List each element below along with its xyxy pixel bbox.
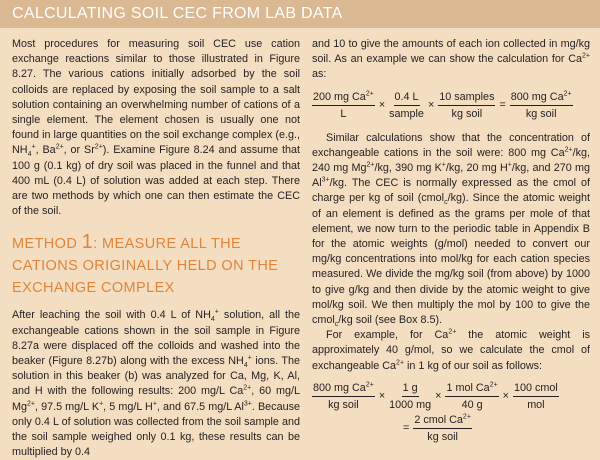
method-heading-number: 1	[81, 231, 94, 254]
concentration-paragraph: Similar calculations show that the concentration of exchangeable cations in the soil were: 800 mg $Ca^{2+}/kg$, 240 mg $Mg^{2+}/kg$, 390 mg K+/kg, 20 mg H+/kg, and 270 mg $Al^{3+}/kg$. The CEC is normally expressed as the cmol of charge per kg of soil (cmol$_c$/kg). Since the atomic weight of an element is defined as the grams per mole of that element, we now turn to the periodic table in Appendix B for the atomic weights (g/mol) needed to convert our mg/kg concentrations into mol/kg for each cation species measured. We divide the mg/kg soil (from above) by 1000 to give g/kg and then divide by the atomic weight to give mol/kg soil. We then multiply the mol by 100 to give the cmol$_c$/kg soil (see Box 8.5).	[312, 131, 590, 329]
numerator: 1 mol $Ca^{2+}$	[445, 382, 498, 397]
method-heading	[12, 231, 300, 299]
fraction	[513, 382, 559, 412]
method-heading-text: : MEASURE ALL THE CATIONS ORIGINALLY HELD ON THE EXCHANGE COMPLEX	[12, 236, 279, 297]
numerator: 200 mg $Ca^{2+}$	[312, 91, 375, 106]
continuation-paragraph: and 10 to give the amounts of each ion collected in mg/kg soil. As an example we can show the calculation for $Ca^{2+}$ as:	[312, 38, 590, 81]
method-heading-prefix: METHOD	[12, 236, 82, 253]
fraction	[438, 91, 495, 121]
page-title: CALCULATING SOIL CEC FROM LAB DATA	[12, 5, 343, 22]
denominator: kg soil	[451, 107, 483, 120]
equals-sign: =	[403, 422, 410, 435]
equation-ca-mg-per-kg	[312, 91, 590, 121]
fraction	[510, 91, 573, 121]
fraction	[312, 91, 375, 121]
equation-ca-cmol	[312, 382, 590, 412]
right-column	[312, 37, 590, 444]
intro-paragraph: Most procedures for measuring soil CEC use cation exchange reactions similar to those illustrated in Figure 8.27. The various cations initially adsorbed by the soil colloids are replaced by exposing the soil sample to a salt solution containing an overwhelming number of cations of a single element. The element chosen is usually one not found in large quantities on the soil exchange complex (e.g., $NH_4^+$, $Ba^{2+}$, or $Sr^{2+}$). Examine Figure 8.24 and assume that 100 g (0.1 kg) of dry soil was placed in the funnel and that 400 mL (0.4 L) of solution was added at each step. There are two methods by which one can then estimate the CEC of the soil.	[12, 38, 300, 218]
fraction	[389, 382, 431, 412]
denominator: sample	[389, 107, 424, 120]
denominator: L	[340, 107, 347, 120]
fraction	[389, 91, 424, 121]
numerator: 100 cmol	[513, 382, 559, 397]
numerator: 2 cmol $Ca^{2+}$	[413, 414, 472, 429]
numerator: 1 g	[402, 382, 419, 397]
times-sign: ×	[427, 99, 435, 111]
example-paragraph: For example, for $Ca^{2+}$ the atomic weight is approximately 40 g/mol, so we calculate the cmol of exchangeable $Ca^{2+}$ in 1 kg of our soil as follows:	[312, 328, 590, 372]
times-sign: ×	[378, 390, 386, 403]
equals-sign: =	[499, 99, 506, 111]
times-sign: ×	[378, 99, 386, 111]
denominator: kg soil	[525, 107, 557, 120]
fraction	[445, 382, 498, 412]
method-paragraph: After leaching the soil with 0.4 L of $NH_4^+$ solution, all the exchangeable cations shown in the soil sample in Figure 8.27a were displaced off the colloids and washed into the beaker (Figure 8.27b) along with the excess $NH_4^+$ ions. The solution in this beaker (b) was analyzed for Ca, Mg, K, Al, and H with the following results: 200 mg/L $Ca^{2+}$, 60 mg/L $Mg^{2+}$, 97.5 mg/L K+, 5 mg/L H+, and 67.5 mg/L $Al^{3+}$. Because only 0.4 L of solution was collected from the soil sample and the soil sample weighed only 0.1 kg, these results can be multiplied by 0.4	[12, 308, 301, 459]
left-column	[12, 37, 300, 460]
numerator: 0.4 L	[394, 91, 420, 106]
denominator: kg soil	[427, 430, 458, 443]
denominator: 1000 mg	[389, 398, 432, 411]
title-banner	[0, 0, 600, 28]
denominator: 40 g	[461, 398, 483, 411]
times-sign: ×	[502, 390, 509, 403]
fraction	[312, 382, 375, 412]
fraction	[413, 414, 472, 444]
numerator: 800 mg $Ca^{2+}$	[312, 382, 375, 397]
denominator: kg soil	[328, 398, 359, 411]
numerator: 10 samples	[438, 91, 495, 106]
times-sign: ×	[435, 390, 442, 403]
numerator: 800 mg $Ca^{2+}$	[510, 91, 573, 106]
denominator: mol	[527, 398, 545, 411]
equation-ca-cmol-result	[399, 414, 590, 444]
